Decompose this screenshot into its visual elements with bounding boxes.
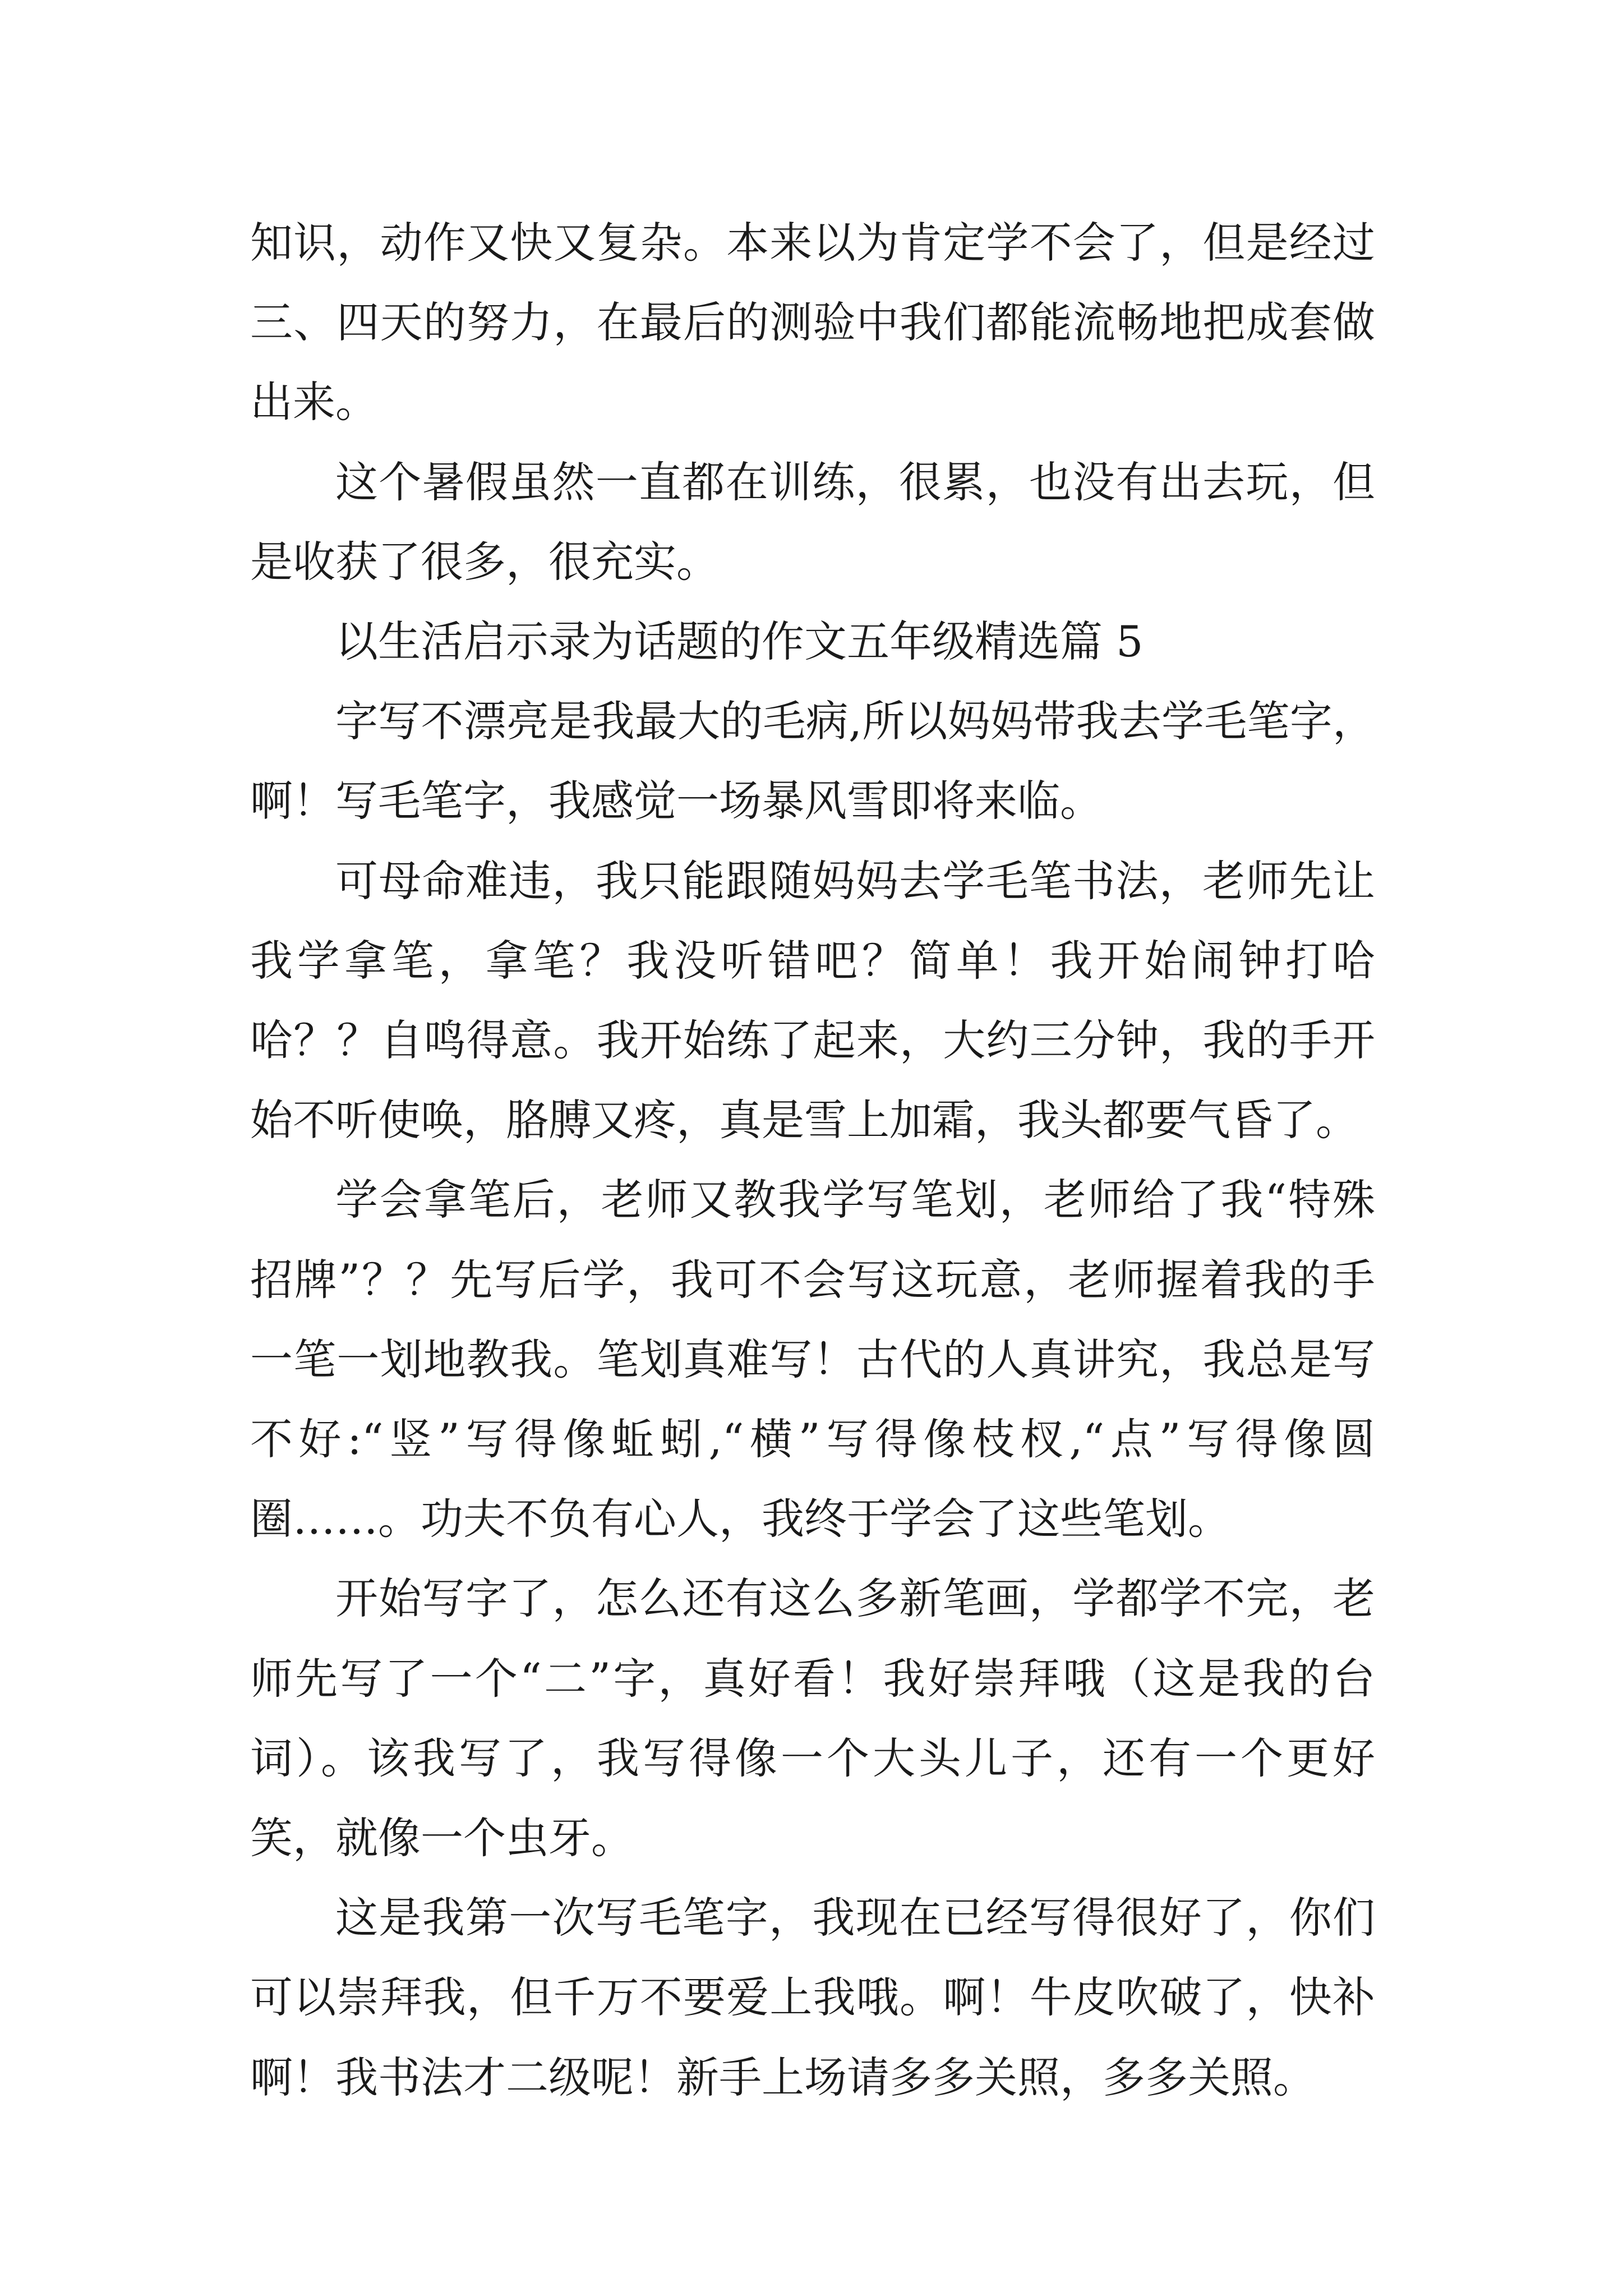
- text-line: 哈？？自鸣得意。我开始练了起来，大约三分钟，我的手开: [250, 1015, 1375, 1066]
- text-line: 是收获了很多，很充实。: [250, 536, 719, 587]
- text-line: 始不听使唤，胳膊又疼，真是雪上加霜，我头都要气昏了。: [250, 1095, 1358, 1145]
- text-line: 这个暑假虽然一直都在训练，很累，也没有出去玩，但: [335, 457, 1375, 507]
- text-line: 招牌”？？先写后学，我可不会写这玩意，老师握着我的手: [250, 1254, 1375, 1305]
- text-line: 词）。该我写了，我写得像一个大头儿子，还有一个更好笑，: [250, 1733, 1375, 1864]
- paragraph: [250, 1160, 1375, 1559]
- text-line: 知识，动作又快又复杂。本来以为肯定学不会了，但是经过: [250, 218, 1375, 268]
- text-line: 可以崇拜我，但千万不要爱上我哦。啊！牛皮吹破了，快补: [250, 1972, 1375, 2023]
- paragraph: [250, 443, 1375, 602]
- text-line: 我学拿笔，拿笔？我没听错吧？简单！我开始闹钟打哈: [250, 935, 1375, 986]
- text-line: 啊！写毛笔字，我感觉一场暴风雪即将来临。: [250, 776, 1103, 826]
- text-line: 一笔一划地教我。笔划真难写！古代的人真讲究，我总是写: [250, 1334, 1375, 1384]
- text-line: 字写不漂亮是我最大的毛病,所以妈妈带我去学毛笔字，: [335, 696, 1375, 747]
- text-line: 出来。: [250, 377, 378, 427]
- section-heading: [250, 602, 1375, 682]
- text-line: 学会拿笔后，老师又教我学写笔划，老师给了我“特殊: [335, 1175, 1375, 1225]
- paragraph: [250, 841, 1375, 1161]
- text-line: 啊！我书法才二级呢！新手上场请多多关照，多多关照。: [250, 2052, 1316, 2102]
- paragraph-continuation: [250, 203, 1375, 443]
- text-line: 圆圈……。功夫不负有心人，我终于学会了这些笔划。: [250, 1414, 1375, 1544]
- text-line: 可母命难违，我只能跟随妈妈去学毛笔书法，老师先让: [335, 855, 1375, 906]
- text-line: 这是我第一次写毛笔字，我现在已经写得很好了，你们: [335, 1893, 1375, 1943]
- text-line: 开始写字了，怎么还有这么多新笔画，学都学不完，老: [335, 1573, 1375, 1624]
- text-line: 不好:“竖”写得像蚯蚓,“横”写得像枝杈,“点”写得像: [250, 1414, 1332, 1465]
- document-body: [250, 203, 1375, 2118]
- text-line: 三、四天的努力，在最后的测验中我们都能流畅地把成套做: [250, 297, 1375, 348]
- paragraph: [250, 682, 1375, 841]
- heading-text: 以生活启示录为话题的作文五年级精选篇 5: [335, 616, 1144, 667]
- text-line: 就像一个虫牙。: [335, 1813, 634, 1864]
- paragraph: [250, 1559, 1375, 1878]
- paragraph: [250, 1878, 1375, 2118]
- text-line: 师先写了一个“二”字，真好看！我好崇拜哦（这是我的台: [250, 1653, 1375, 1704]
